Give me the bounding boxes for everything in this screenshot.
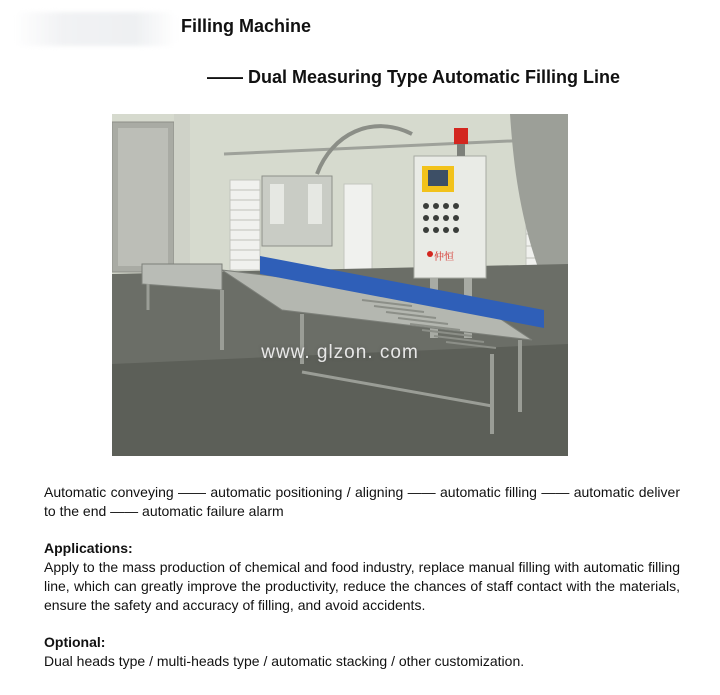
- filling-line-illustration: [112, 114, 568, 456]
- optional-heading: Optional:: [44, 634, 106, 650]
- applications-heading: Applications:: [44, 540, 133, 556]
- optional-text: Dual heads type / multi-heads type / automatic stacking / other customization.: [44, 653, 525, 669]
- process-description: Automatic conveying —— automatic positioning / aligning —— automatic filling —— automatic deliver to the end —— automatic failure alarm: [44, 484, 680, 519]
- photo-watermark: www. glzon. com: [261, 342, 419, 363]
- applications-text: Apply to the mass production of chemical and food industry, replace manual filling with automatic filling line, which can greatly improve the productivity, reduce the chances of staff contact with the materials, ensure the safety and accuracy of filling, and avoid accidents.: [44, 559, 680, 613]
- header-logo-area: [14, 12, 176, 46]
- product-photo: [112, 114, 568, 456]
- page-title: Filling Machine: [181, 16, 312, 36]
- cabinet-sign: 仲恒: [434, 252, 454, 263]
- page-subtitle: —— Dual Measuring Type Automatic Filling Line: [207, 67, 621, 87]
